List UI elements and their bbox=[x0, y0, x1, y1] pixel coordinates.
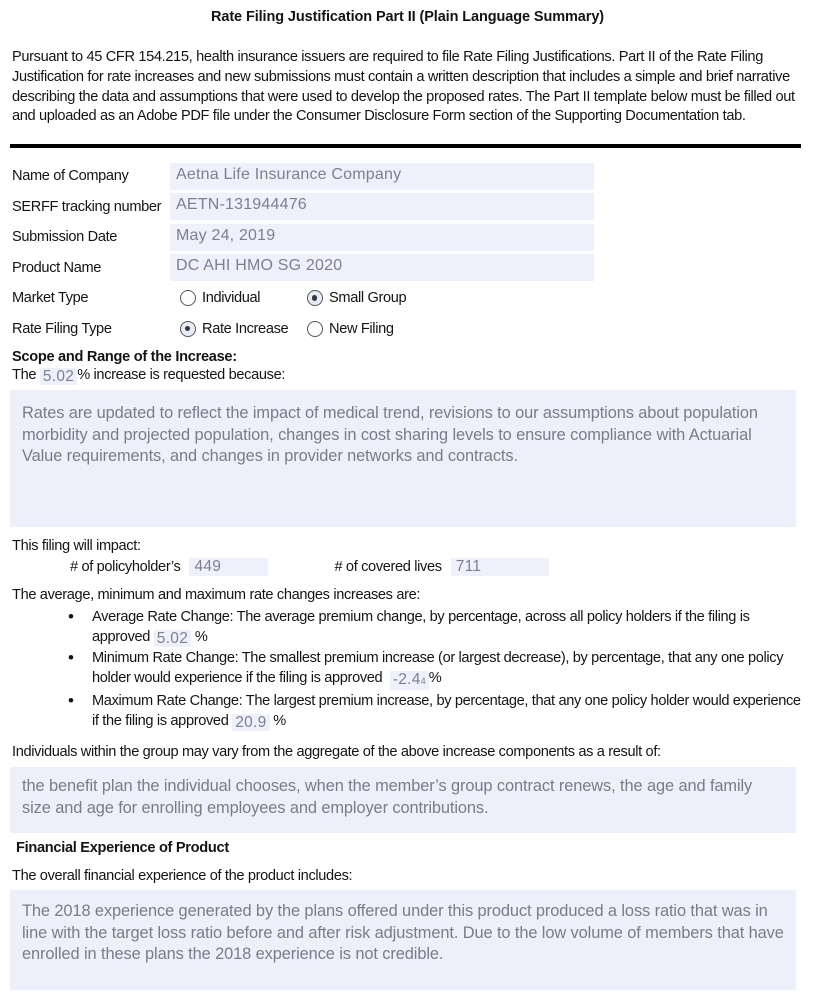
serff-tracking-field[interactable]: AETN-131944476 bbox=[170, 193, 594, 220]
rate-filing-type-new-filing-label: New Filing bbox=[329, 320, 394, 337]
scope-sentence-prefix: The bbox=[12, 367, 37, 384]
average-rate-change-field[interactable]: 5.02 bbox=[154, 630, 191, 647]
scope-reason-textarea[interactable]: Rates are updated to reflect the impact of medical trend, revisions to our assumptions about population morbidity and projected population, changes in cost sharing levels to ensure compliance with Actuarial Value requirements, and changes in provider networks and contracts. bbox=[10, 390, 796, 527]
variance-textarea[interactable]: the benefit plan the individual chooses, when the member’s group contract renews, the age and family size and age for enrolling employees and employer contributions. bbox=[10, 767, 796, 833]
rate-filing-type-radio-group bbox=[180, 321, 434, 337]
market-type-individual-option[interactable] bbox=[180, 290, 307, 306]
page-title: Rate Filing Justification Part II (Plain Language Summary) bbox=[210, 9, 605, 25]
covered-lives-label: # of covered lives bbox=[334, 558, 442, 575]
scope-section-heading: Scope and Range of the Increase: bbox=[12, 349, 237, 366]
market-type-label: Market Type bbox=[12, 290, 89, 307]
rate-change-bullet-list bbox=[12, 607, 802, 731]
radio-selected-icon[interactable] bbox=[307, 290, 323, 306]
average-rate-change-suffix: % bbox=[194, 629, 208, 646]
section-divider bbox=[10, 144, 801, 148]
product-name-row bbox=[12, 253, 803, 284]
minimum-rate-change-value: -2.4 bbox=[392, 671, 421, 689]
market-type-row bbox=[12, 283, 803, 314]
submission-date-field[interactable]: May 24, 2019 bbox=[170, 224, 594, 251]
minimum-rate-change-field[interactable] bbox=[390, 671, 429, 690]
average-rate-change-item bbox=[92, 607, 802, 647]
financial-subheading: The overall financial experience of the product includes: bbox=[12, 868, 353, 885]
intro-paragraph: Pursuant to 45 CFR 154.215, health insurance issuers are required to file Rate Filing Justifications. Part II of the Rate Filing Justification for rate increases and new submissions must contain a written description that includes a simple and brief narrative describing the data and assumptions that were used to develop the proposed rates. The Part II template below must be filled out and uploaded as an Adobe PDF file under the Consumer Disclosure Form section of the Supporting Documentation tab. bbox=[12, 49, 795, 125]
product-name-label: Product Name bbox=[12, 259, 102, 276]
submission-date-label: Submission Date bbox=[12, 229, 118, 246]
maximum-rate-change-suffix: % bbox=[273, 713, 286, 730]
company-name-row bbox=[12, 161, 803, 192]
maximum-rate-change-item bbox=[92, 691, 802, 731]
variance-heading: Individuals within the group may vary from the aggregate of the above increase components as a result of: bbox=[12, 744, 661, 761]
scope-sentence bbox=[12, 367, 803, 388]
radio-unselected-icon[interactable] bbox=[180, 290, 196, 306]
form-header-fields bbox=[12, 161, 803, 344]
scope-sentence-suffix: % increase is requested because: bbox=[77, 367, 286, 384]
policyholders-count-field[interactable]: 449 bbox=[189, 558, 268, 576]
submission-date-row bbox=[12, 222, 803, 253]
policyholders-label: # of policyholder’s bbox=[70, 558, 181, 575]
market-type-small-group-option[interactable] bbox=[307, 290, 434, 306]
market-type-individual-label: Individual bbox=[202, 290, 261, 307]
company-name-field[interactable]: Aetna Life Insurance Company bbox=[170, 163, 594, 190]
rate-filing-type-row bbox=[12, 314, 803, 345]
impact-heading: This filing will impact: bbox=[12, 538, 141, 555]
financial-experience-textarea[interactable]: The 2018 experience generated by the plans offered under this product produced a loss ratio that was in line with the target loss ratio before and after risk adjustment. Due to the low volume of members that have enrolled in these plans the 2018 experience is not credible. bbox=[10, 890, 796, 990]
product-name-field[interactable]: DC AHI HMO SG 2020 bbox=[170, 254, 594, 281]
minimum-rate-change-overflow-digit: 4 bbox=[420, 676, 426, 687]
covered-lives-count-field[interactable]: 711 bbox=[451, 558, 549, 576]
market-type-small-group-label: Small Group bbox=[329, 290, 407, 307]
rate-filing-type-label: Rate Filing Type bbox=[12, 320, 112, 337]
minimum-rate-change-suffix: % bbox=[428, 670, 442, 687]
minimum-rate-change-text: Minimum Rate Change: The smallest premium increase (or largest decrease), by percentage, that any one policy holder would experience if the filing is approved bbox=[92, 650, 784, 687]
minimum-rate-change-item bbox=[92, 648, 802, 690]
serff-tracking-label: SERFF tracking number bbox=[12, 198, 162, 215]
rate-filing-type-increase-label: Rate Increase bbox=[202, 320, 289, 337]
maximum-rate-change-text: Maximum Rate Change: The largest premium increase, by percentage, that any one policy holder would experience if the filing is approved bbox=[92, 693, 801, 730]
company-name-label: Name of Company bbox=[12, 168, 129, 185]
increase-percent-field[interactable]: 5.02 bbox=[40, 368, 77, 385]
serff-tracking-row bbox=[12, 192, 803, 223]
radio-selected-icon[interactable] bbox=[180, 321, 196, 337]
radio-unselected-icon[interactable] bbox=[307, 321, 323, 337]
impact-line bbox=[70, 557, 803, 576]
financial-section-heading: Financial Experience of Product bbox=[16, 840, 229, 857]
rate-filing-type-new-filing-option[interactable] bbox=[307, 321, 434, 337]
market-type-radio-group bbox=[180, 290, 434, 306]
maximum-rate-change-field[interactable]: 20.9 bbox=[232, 714, 269, 731]
rate-filing-type-increase-option[interactable] bbox=[180, 321, 307, 337]
average-rate-change-text: Average Rate Change: The average premium change, by percentage, across all policy holders if the filing is approved bbox=[92, 609, 750, 646]
rates-heading: The average, minimum and maximum rate changes increases are: bbox=[12, 587, 421, 604]
